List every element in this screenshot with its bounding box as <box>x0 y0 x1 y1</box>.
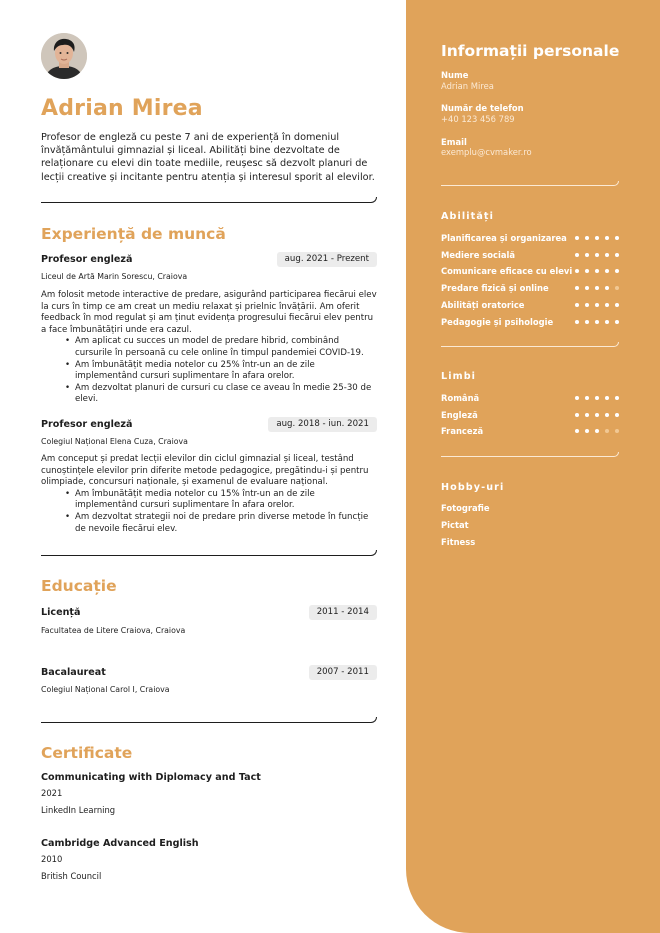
rating-dot <box>595 236 599 240</box>
rating-dot <box>585 429 589 433</box>
rating-dot <box>595 429 599 433</box>
rating-dot <box>585 413 589 417</box>
rating-dot <box>605 269 609 273</box>
rating-dot <box>605 286 609 290</box>
rating-dot <box>615 303 619 307</box>
section-divider <box>41 717 377 723</box>
skills-title: Abilități <box>441 211 494 222</box>
job-bullet: • Am îmbunătățit media notelor cu 15% într-un an de zile implementând cursuri suplimentare în afara orelor. <box>75 489 377 512</box>
sidebar <box>406 0 660 933</box>
job-description <box>41 290 377 406</box>
date-badge: aug. 2018 - iun. 2021 <box>268 417 377 432</box>
job-bullet: • Am dezvoltat strategii noi de predare prin diverse metode în funcție de nevoile fiecărui elev. <box>75 512 377 535</box>
email-value: exemplu@cvmaker.ro <box>441 147 532 157</box>
email-label: Email <box>441 137 467 147</box>
section-title-education: Educație <box>41 577 117 595</box>
job-description-text: Am folosit metode interactive de predare, asigurând participarea fiecărui elev la curs în timp ce am creat un mediu relaxat și prielnic învățării. Am oferit feedback în mod regulat și am ținut evidența progresului fiecărui elev pentru a face îmbunătățiri unde era cazul. <box>41 290 377 335</box>
rating-row <box>441 250 619 262</box>
rating-dot <box>585 286 589 290</box>
certificate-year: 2010 <box>41 854 63 864</box>
rating-dots <box>575 429 619 433</box>
avatar <box>41 33 87 79</box>
job-bullets <box>75 336 377 406</box>
rating-dot <box>595 286 599 290</box>
rating-dots <box>575 413 619 417</box>
education-institution: Facultatea de Litere Craiova, Craiova <box>41 626 186 635</box>
job-bullets <box>75 489 377 535</box>
section-title-experience: Experiență de muncă <box>41 225 226 243</box>
job-organization: Liceul de Artă Marin Sorescu, Craiova <box>41 272 188 281</box>
sidebar-divider <box>441 452 619 457</box>
rating-dots <box>575 320 619 324</box>
rating-dot <box>615 429 619 433</box>
rating-dot <box>615 396 619 400</box>
hobby-item: Pictat <box>441 520 469 530</box>
rating-dot <box>585 320 589 324</box>
rating-dots <box>575 236 619 240</box>
rating-dot <box>615 269 619 273</box>
education-title: Bacalaureat <box>41 667 106 678</box>
rating-dot <box>605 396 609 400</box>
certificate-title: Cambridge Advanced English <box>41 838 199 849</box>
rating-dot <box>595 320 599 324</box>
rating-row <box>441 317 619 329</box>
rating-dots <box>575 303 619 307</box>
rating-dot <box>605 253 609 257</box>
date-badge: 2011 - 2014 <box>309 605 377 620</box>
rating-dot <box>615 236 619 240</box>
section-divider <box>41 197 377 203</box>
rating-label: Pedagogie și psihologie <box>441 316 554 327</box>
rating-label: Comunicare eficace cu elevi <box>441 266 573 277</box>
date-badge: 2007 - 2011 <box>309 665 377 680</box>
job-bullet: • Am îmbunătățit media notelor cu 25% într-un an de zile implementând cursuri suplimentare în afara orelor. <box>75 360 377 383</box>
rating-dot <box>585 253 589 257</box>
education-institution: Colegiul Național Carol I, Craiova <box>41 685 170 694</box>
job-bullet: • Am aplicat cu succes un model de predare hibrid, combinând cursurile în persoană cu cele online în timpul pandemiei COVID-19. <box>75 336 377 359</box>
rating-dot <box>605 413 609 417</box>
phone-value: +40 123 456 789 <box>441 114 515 124</box>
job-bullet: • Am dezvoltat planuri de cursuri cu clase ce aveau în medie 25-30 de elevi. <box>75 383 377 406</box>
name-label: Nume <box>441 70 469 80</box>
rating-dot <box>605 429 609 433</box>
job-organization: Colegiul Național Elena Cuza, Craiova <box>41 437 188 446</box>
rating-row <box>441 426 619 438</box>
rating-label: Franceză <box>441 426 484 437</box>
rating-dot <box>615 286 619 290</box>
certificate-issuer: British Council <box>41 871 102 881</box>
rating-label: Abilități oratorice <box>441 299 525 310</box>
rating-dot <box>595 303 599 307</box>
rating-label: Română <box>441 393 480 403</box>
avatar-photo <box>41 33 87 79</box>
rating-dot <box>595 413 599 417</box>
rating-row <box>441 266 619 278</box>
rating-label: Planificarea și organizarea <box>441 233 567 243</box>
rating-dot <box>615 253 619 257</box>
rating-dot <box>575 413 579 417</box>
sidebar-title: Informații personale <box>441 42 620 60</box>
rating-dot <box>585 236 589 240</box>
candidate-name: Adrian Mirea <box>41 96 203 121</box>
rating-dot <box>575 429 579 433</box>
rating-row <box>441 233 619 245</box>
rating-dot <box>615 413 619 417</box>
hobbies-title: Hobby-uri <box>441 482 505 493</box>
profile-summary: Profesor de engleză cu peste 7 ani de experiență în domeniul învățământului gimnazial și liceal. Abilități bine dezvoltate de relaționare cu elevi din toate mediile, reușesc să dezvolt planuri de lecții creative și incitante pentru atenția și interesul sporit al elevilor. <box>41 132 375 183</box>
rating-dot <box>595 269 599 273</box>
rating-dot <box>575 269 579 273</box>
certificate-title: Communicating with Diplomacy and Tact <box>41 772 261 783</box>
certificate-year: 2021 <box>41 788 63 798</box>
rating-dot <box>575 253 579 257</box>
rating-dots <box>575 286 619 290</box>
phone-label: Număr de telefon <box>441 103 524 113</box>
rating-dot <box>575 396 579 400</box>
rating-dot <box>585 269 589 273</box>
rating-dots <box>575 269 619 273</box>
rating-dot <box>585 396 589 400</box>
rating-dots <box>575 396 619 400</box>
certificate-issuer: LinkedIn Learning <box>41 805 116 815</box>
rating-dot <box>575 236 579 240</box>
rating-dots <box>575 253 619 257</box>
rating-row <box>441 393 619 405</box>
job-title: Profesor engleză <box>41 254 133 265</box>
rating-dot <box>605 320 609 324</box>
education-title: Licență <box>41 607 81 618</box>
rating-label: Engleză <box>441 409 478 420</box>
hobby-item: Fotografie <box>441 503 490 513</box>
rating-label: Predare fizică și online <box>441 283 549 294</box>
name-value: Adrian Mirea <box>441 81 494 91</box>
rating-dot <box>575 286 579 290</box>
rating-dot <box>575 320 579 324</box>
sidebar-divider <box>441 181 619 186</box>
rating-row <box>441 410 619 422</box>
rating-dot <box>595 396 599 400</box>
rating-dot <box>615 320 619 324</box>
rating-dot <box>605 303 609 307</box>
rating-label: Mediere socială <box>441 249 516 260</box>
job-description-text: Am conceput și predat lecții elevilor din ciclul gimnazial și liceal, testând cunoștințele elevilor prin diferite metode pedagogice, pregătindu-i și pentru olimpiade, concursuri naționale, și examenul de evaluare național. <box>41 454 369 488</box>
section-title-certificates: Certificate <box>41 744 133 762</box>
sidebar-divider <box>441 342 619 347</box>
rating-row <box>441 283 619 295</box>
languages-title: Limbi <box>441 371 477 382</box>
section-divider <box>41 550 377 556</box>
rating-dot <box>585 303 589 307</box>
date-badge: aug. 2021 - Prezent <box>277 252 377 267</box>
rating-dot <box>605 236 609 240</box>
rating-dot <box>575 303 579 307</box>
job-description <box>41 454 377 535</box>
rating-dot <box>595 253 599 257</box>
hobby-item: Fitness <box>441 537 476 547</box>
job-title: Profesor engleză <box>41 419 133 430</box>
rating-row <box>441 300 619 312</box>
